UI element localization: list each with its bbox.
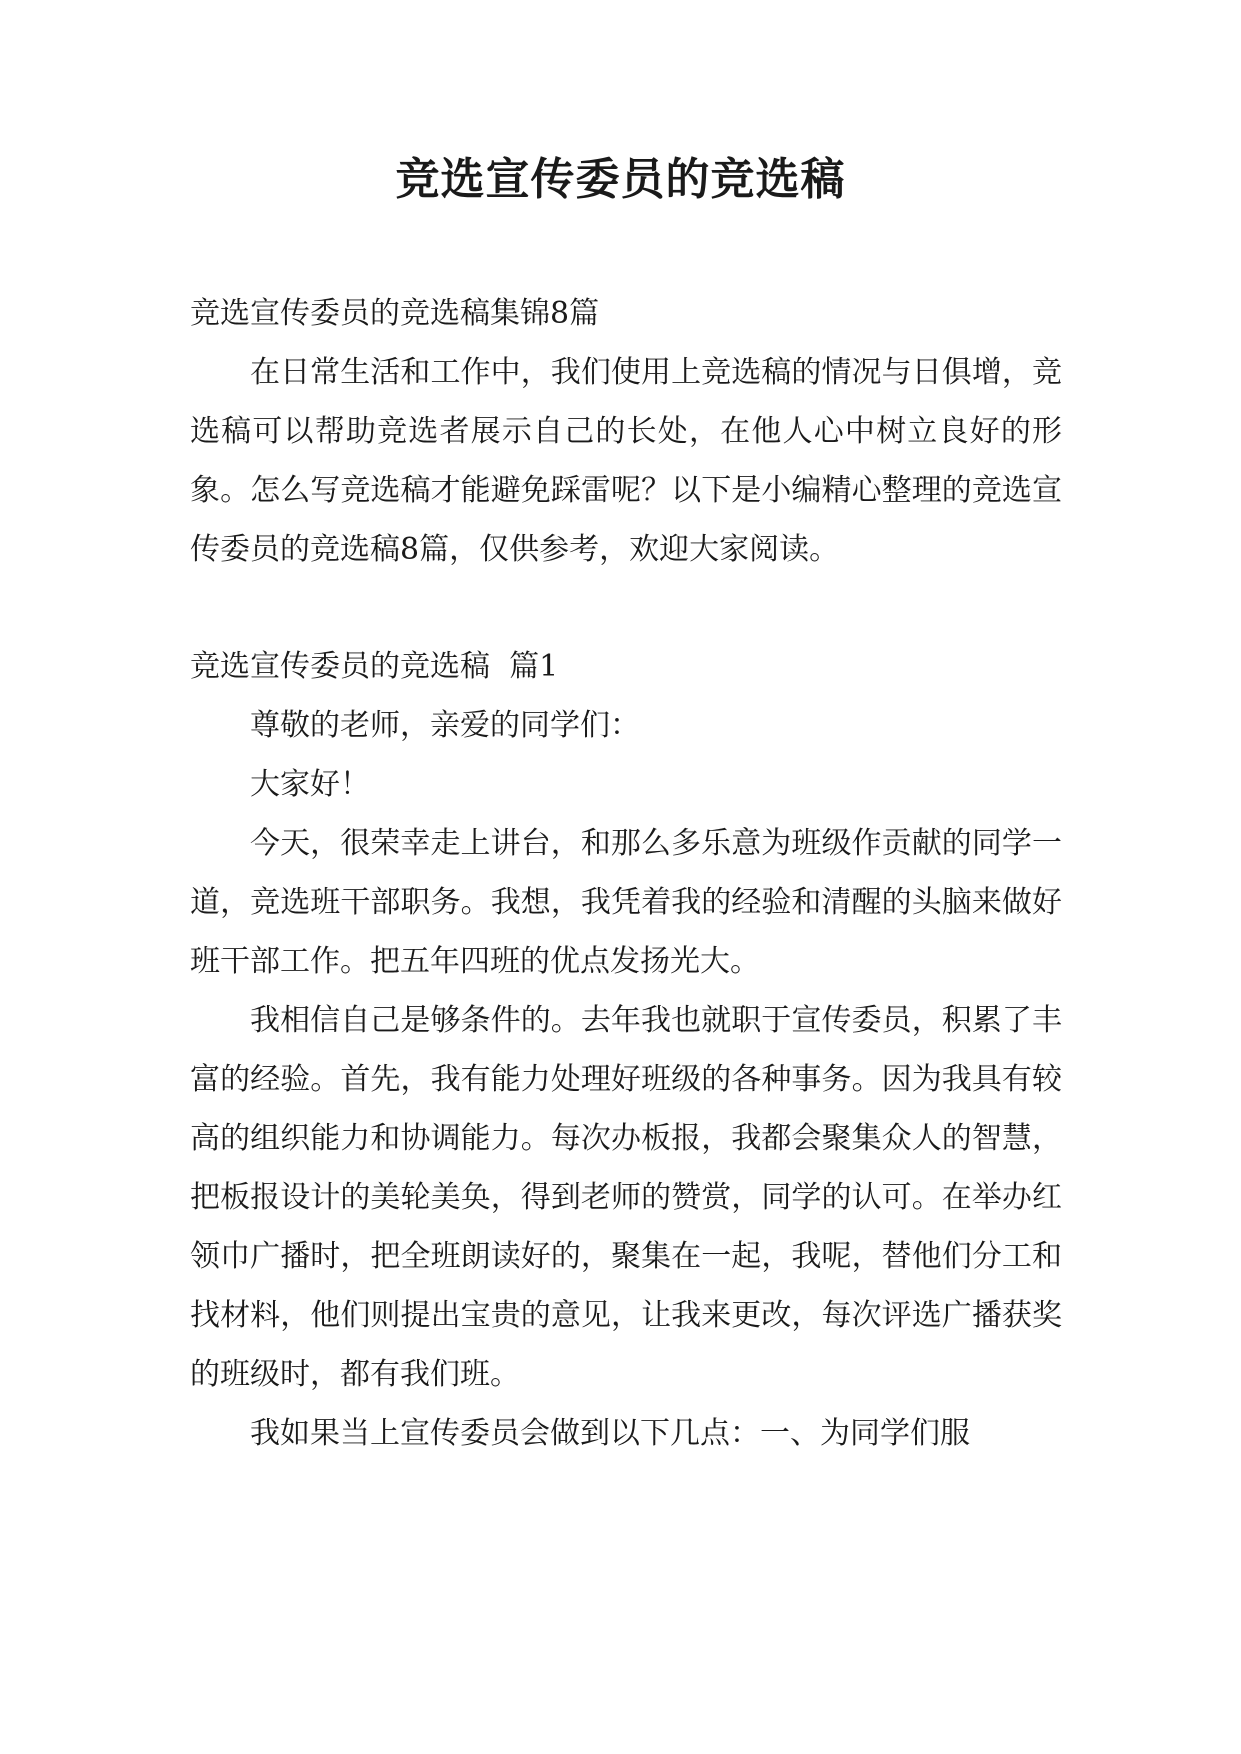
section-gap: [190, 579, 1062, 637]
body-paragraph: 我相信自己是够条件的。去年我也就职于宣传委员，积累了丰富的经验。首先，我有能力处理好班级的各种事务。因为我具有较高的组织能力和协调能力。每次办板报，我都会聚集众人的智慧，把板报设计的美轮美奂，得到老师的赞赏，同学的认可。在举办红领巾广播时，把全班朗读好的，聚集在一起，我呢，替他们分工和找材料，他们则提出宝贵的意见，让我来更改，每次评选广播获奖的班级时，都有我们班。: [190, 1003, 1062, 1392]
body-paragraph: 我如果当上宣传委员会做到以下几点：一、为同学们服: [250, 1416, 970, 1451]
document-body: [190, 284, 1062, 1463]
document-subtitle: 竞选宣传委员的竞选稿集锦8篇: [190, 296, 600, 331]
greeting-paragraph: 大家好！: [250, 767, 370, 802]
body-paragraph: 今天，很荣幸走上讲台，和那么多乐意为班级作贡献的同学一道，竞选班干部职务。我想，我凭着我的经验和清醒的头脑来做好班干部工作。把五年四班的优点发扬光大。: [190, 826, 1062, 979]
section-heading: 竞选宣传委员的竞选稿 篇1: [190, 649, 559, 684]
document-title: 竞选宣传委员的竞选稿: [395, 154, 846, 205]
intro-paragraph: 在日常生活和工作中，我们使用上竞选稿的情况与日俱增，竞选稿可以帮助竞选者展示自己的长处，在他人心中树立良好的形象。怎么写竞选稿才能避免踩雷呢？以下是小编精心整理的竞选宣传委员的竞选稿8篇，仅供参考，欢迎大家阅读。: [190, 355, 1062, 567]
salutation-paragraph: 尊敬的老师，亲爱的同学们：: [250, 708, 640, 743]
